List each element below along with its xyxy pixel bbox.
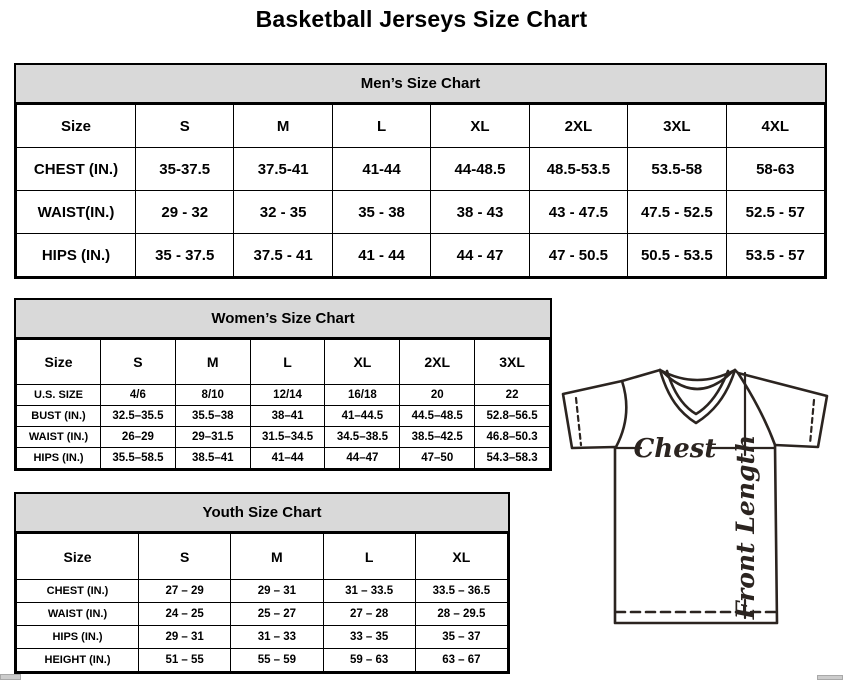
- column-header-xl: XL: [431, 105, 529, 148]
- column-header-s: S: [136, 105, 234, 148]
- size-cell: 47–50: [400, 448, 475, 469]
- size-cell: 26–29: [101, 427, 176, 448]
- size-cell: 37.5 - 41: [234, 234, 332, 277]
- column-header-l: L: [332, 105, 430, 148]
- size-cell: 58-63: [726, 148, 824, 191]
- page-title: Basketball Jerseys Size Chart: [255, 6, 588, 32]
- size-cell: 63 – 67: [415, 649, 507, 672]
- column-header-3xl: 3XL: [628, 105, 726, 148]
- table-row: [17, 234, 825, 277]
- size-cell: 38 - 43: [431, 191, 529, 234]
- size-cell: 41 - 44: [332, 234, 430, 277]
- row-label: HIPS (IN.): [17, 234, 136, 277]
- column-header-4xl: 4XL: [726, 105, 824, 148]
- size-label-header: Size: [17, 534, 139, 580]
- size-cell: 22: [475, 385, 550, 406]
- mens-chart-header: Men’s Size Chart: [16, 65, 825, 104]
- table-row: [17, 649, 508, 672]
- size-cell: 44-48.5: [431, 148, 529, 191]
- size-cell: 50.5 - 53.5: [628, 234, 726, 277]
- row-label: HIPS (IN.): [17, 448, 101, 469]
- size-cell: 34.5–38.5: [325, 427, 400, 448]
- scrollbar-fragment-left[interactable]: [0, 674, 21, 680]
- size-label-header: Size: [17, 105, 136, 148]
- column-header-xl: XL: [415, 534, 507, 580]
- size-cell: 27 – 28: [323, 603, 415, 626]
- size-cell: 59 – 63: [323, 649, 415, 672]
- column-header-2xl: 2XL: [529, 105, 627, 148]
- size-cell: 20: [400, 385, 475, 406]
- size-cell: 29 – 31: [231, 580, 323, 603]
- jersey-armhole-left: [616, 381, 626, 447]
- size-cell: 35-37.5: [136, 148, 234, 191]
- size-cell: 44–47: [325, 448, 400, 469]
- size-cell: 41–44.5: [325, 406, 400, 427]
- jersey-measurement-diagram: [550, 360, 843, 650]
- column-header-s: S: [139, 534, 231, 580]
- column-header-m: M: [231, 534, 323, 580]
- column-header-s: S: [101, 340, 176, 385]
- size-cell: 44 - 47: [431, 234, 529, 277]
- size-cell: 29 - 32: [136, 191, 234, 234]
- size-cell: 32 - 35: [234, 191, 332, 234]
- size-cell: 51 – 55: [139, 649, 231, 672]
- table-row: [17, 148, 825, 191]
- size-cell: 38.5–41: [175, 448, 250, 469]
- size-cell: 8/10: [175, 385, 250, 406]
- size-cell: 27 – 29: [139, 580, 231, 603]
- size-cell: 54.3–58.3: [475, 448, 550, 469]
- table-row: [17, 191, 825, 234]
- table-row: [17, 580, 508, 603]
- row-label: CHEST (IN.): [17, 148, 136, 191]
- size-cell: 12/14: [250, 385, 325, 406]
- size-cell: 52.5 - 57: [726, 191, 824, 234]
- size-header-row: [17, 534, 508, 580]
- size-cell: 4/6: [101, 385, 176, 406]
- row-label: WAIST (IN.): [17, 603, 139, 626]
- size-cell: 38.5–42.5: [400, 427, 475, 448]
- youth-size-chart-table: [14, 492, 510, 674]
- size-cell: 16/18: [325, 385, 400, 406]
- size-cell: 38–41: [250, 406, 325, 427]
- size-cell: 46.8–50.3: [475, 427, 550, 448]
- size-cell: 29–31.5: [175, 427, 250, 448]
- size-cell: 43 - 47.5: [529, 191, 627, 234]
- row-label: HEIGHT (IN.): [17, 649, 139, 672]
- jersey-armhole-right: [738, 373, 775, 445]
- column-header-m: M: [234, 105, 332, 148]
- table-row: [17, 448, 550, 469]
- size-label-header: Size: [17, 340, 101, 385]
- size-cell: 25 – 27: [231, 603, 323, 626]
- table-row: [17, 406, 550, 427]
- size-cell: 35 – 37: [415, 626, 507, 649]
- column-header-l: L: [250, 340, 325, 385]
- size-cell: 32.5–35.5: [101, 406, 176, 427]
- table-row: [17, 626, 508, 649]
- jersey-outline: [563, 370, 827, 623]
- size-cell: 35 - 37.5: [136, 234, 234, 277]
- size-cell: 35.5–58.5: [101, 448, 176, 469]
- youth-chart-header: Youth Size Chart: [16, 494, 508, 533]
- column-header-3xl: 3XL: [475, 340, 550, 385]
- size-cell: 28 – 29.5: [415, 603, 507, 626]
- size-cell: 37.5-41: [234, 148, 332, 191]
- size-cell: 31 – 33.5: [323, 580, 415, 603]
- front-length-label: Front Length: [731, 434, 760, 620]
- size-cell: 41-44: [332, 148, 430, 191]
- column-header-xl: XL: [325, 340, 400, 385]
- size-header-row: [17, 340, 550, 385]
- row-label: WAIST(IN.): [17, 191, 136, 234]
- size-cell: 47.5 - 52.5: [628, 191, 726, 234]
- table-row: [17, 427, 550, 448]
- jersey-cuff-dashed-left: [576, 398, 581, 445]
- size-cell: 35.5–38: [175, 406, 250, 427]
- table-row: [17, 385, 550, 406]
- size-cell: 52.8–56.5: [475, 406, 550, 427]
- size-cell: 31.5–34.5: [250, 427, 325, 448]
- size-cell: 35 - 38: [332, 191, 430, 234]
- size-cell: 55 – 59: [231, 649, 323, 672]
- column-header-l: L: [323, 534, 415, 580]
- womens-size-chart-table: [14, 298, 552, 471]
- table-row: [17, 603, 508, 626]
- size-cell: 24 – 25: [139, 603, 231, 626]
- size-cell: 29 – 31: [139, 626, 231, 649]
- row-label: CHEST (IN.): [17, 580, 139, 603]
- size-cell: 33 – 35: [323, 626, 415, 649]
- size-cell: 31 – 33: [231, 626, 323, 649]
- row-label: HIPS (IN.): [17, 626, 139, 649]
- size-cell: 44.5–48.5: [400, 406, 475, 427]
- mens-size-chart-table: [14, 63, 827, 279]
- scrollbar-fragment-right[interactable]: [817, 675, 843, 680]
- size-cell: 33.5 – 36.5: [415, 580, 507, 603]
- size-cell: 48.5-53.5: [529, 148, 627, 191]
- row-label: BUST (IN.): [17, 406, 101, 427]
- size-cell: 47 - 50.5: [529, 234, 627, 277]
- size-cell: 41–44: [250, 448, 325, 469]
- column-header-m: M: [175, 340, 250, 385]
- size-header-row: [17, 105, 825, 148]
- size-cell: 53.5 - 57: [726, 234, 824, 277]
- column-header-2xl: 2XL: [400, 340, 475, 385]
- jersey-cuff-dashed-right: [810, 400, 814, 444]
- womens-chart-header: Women’s Size Chart: [16, 300, 550, 339]
- row-label: U.S. SIZE: [17, 385, 101, 406]
- size-cell: 53.5-58: [628, 148, 726, 191]
- chest-label: Chest: [633, 434, 717, 464]
- row-label: WAIST (IN.): [17, 427, 101, 448]
